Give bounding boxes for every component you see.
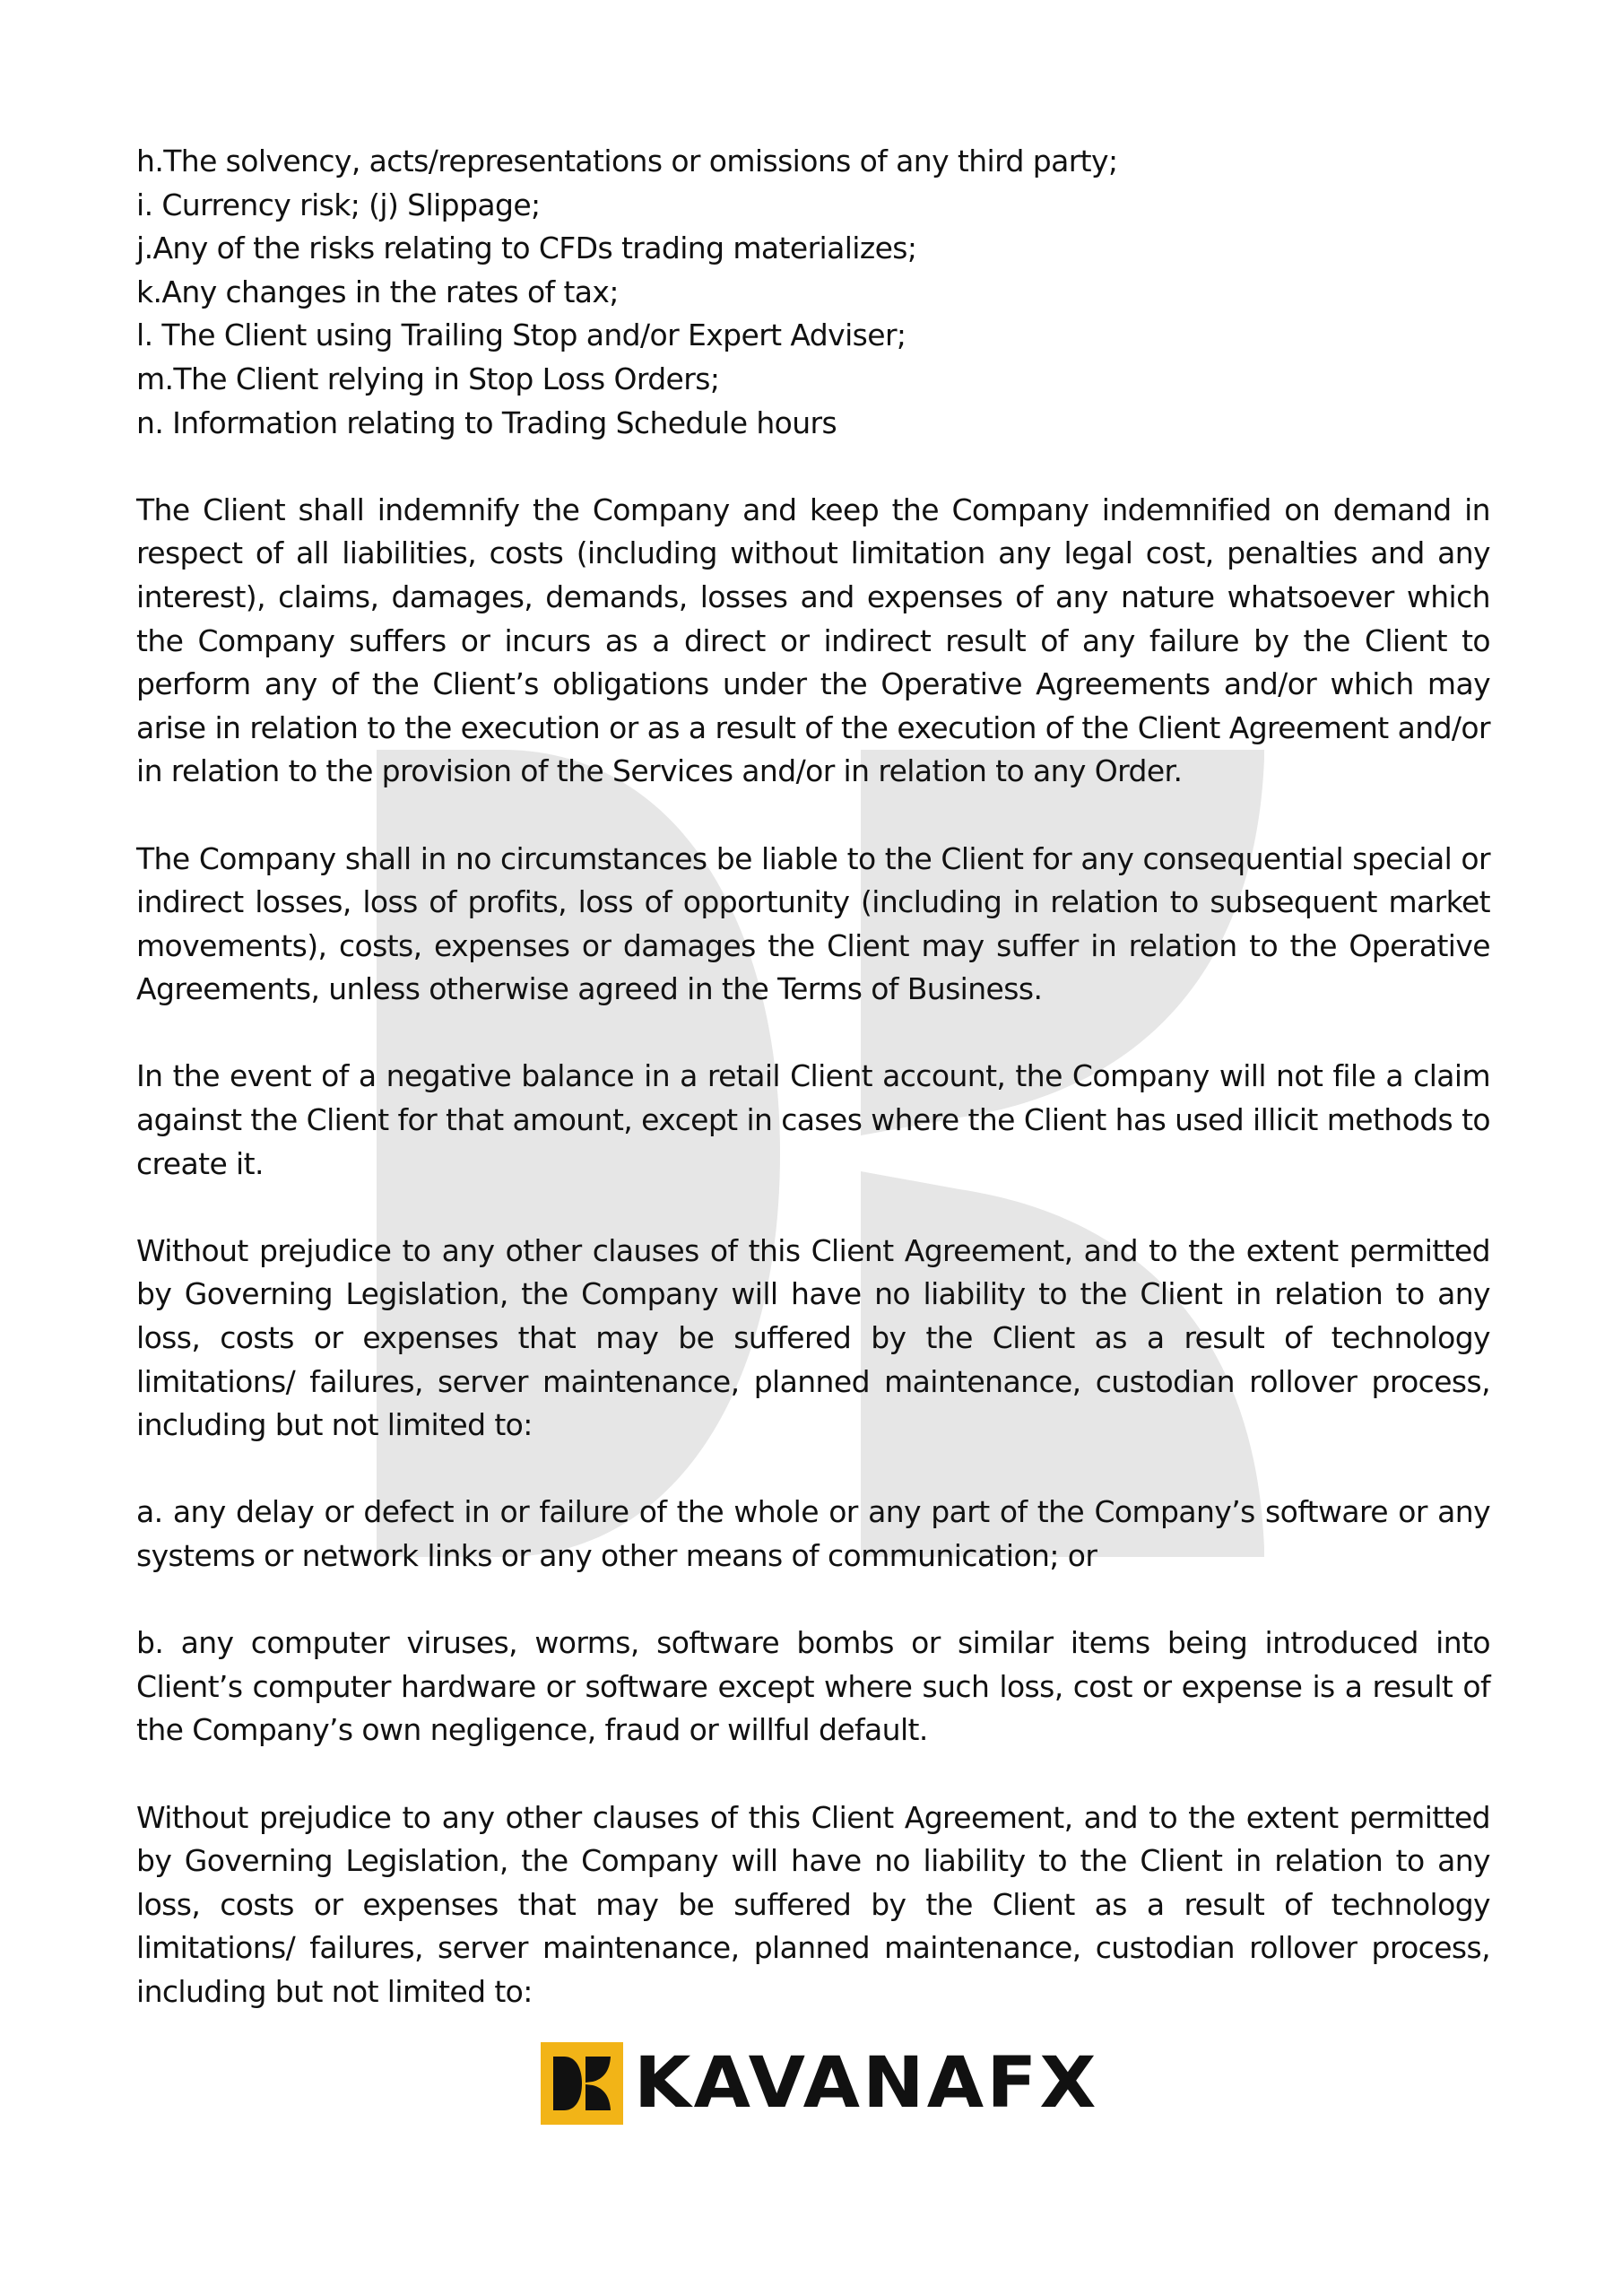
logo-d-shape <box>553 2057 582 2110</box>
paragraph-technology-liability-repeat: Without prejudice to any other clauses of this Client Agreement, and to the extent permitted by Governing Legislation, the Company will have no liability to the Client in relation to any loss, costs or expenses that may be suffered by the Client as a result of technology limitations/ failures, server maintenance, planned maintenance, custodian rollover process, including but not limited to: <box>136 1799 1490 2009</box>
paragraph-negative-balance: In the event of a negative balance in a retail Client account, the Company will not file a claim against the Client for that amount, except in cases where the Client has used illicit methods to create it. <box>136 1058 1490 1181</box>
risk-list <box>136 140 1490 445</box>
list-item-l: l. The Client using Trailing Stop and/or Expert Adviser; <box>136 317 906 353</box>
logo-lower-leaf <box>585 2084 611 2110</box>
list-item-m: m.The Client relying in Stop Loss Orders; <box>136 361 720 396</box>
footer-logo <box>541 2042 1099 2125</box>
logo-upper-leaf <box>585 2057 611 2083</box>
paragraph-indemnity: The Client shall indemnify the Company and keep the Company indemnified on demand in respect of all liabilities, costs (including without limitation any legal cost, penalties and any interest), claims, damages, demands, losses and expenses of any nature whatsoever which the Company suffers or incurs as a direct or indirect result of any failure by the Client to perform any of the Client’s obligations under the Operative Agreements and/or which may arise in relation to the execution or as a result of the execution of the Client Agreement and/or in relation to the provision of the Services and/or in relation to any Order. <box>136 491 1490 789</box>
list-item-h: h.The solvency, acts/representations or omissions of any third party; <box>136 144 1118 178</box>
list-item-j: j.Any of the risks relating to CFDs trading materializes; <box>136 230 917 266</box>
list-item-k: k.Any changes in the rates of tax; <box>136 274 619 309</box>
paragraph-technology-liability: Without prejudice to any other clauses of this Client Agreement, and to the extent permitted by Governing Legislation, the Company will have no liability to the Client in relation to any loss, costs or expenses that may be suffered by the Client as a result of technology limitations/ failures, server maintenance, planned maintenance, custodian rollover process, including but not limited to: <box>136 1232 1490 1443</box>
list-item-n: n. Information relating to Trading Schedule hours <box>136 404 837 440</box>
clause-b-computer-viruses: b. any computer viruses, worms, software bombs or similar items being introduced into Client’s computer hardware or software except where such loss, cost or expense is a result of the Company’s own negligence, fraud or willful default. <box>136 1625 1490 1748</box>
document-body <box>136 140 1490 2014</box>
kavanafx-logo-icon <box>541 2042 623 2125</box>
brand-name: KAVANAFX <box>634 2043 1099 2124</box>
clause-a-software-failure: a. any delay or defect in or failure of the whole or any part of the Company’s software or any systems or network links or any other means of communication; or <box>136 1494 1490 1573</box>
list-item-i: i. Currency risk; (j) Slippage; <box>136 187 541 222</box>
paragraph-consequential-losses: The Company shall in no circumstances be liable to the Client for any consequential special or indirect losses, loss of profits, loss of opportunity (including in relation to subsequent market movements), costs, expenses or damages the Client may suffer in relation to the Operative Agreements, unless otherwise agreed in the Terms of Business. <box>136 840 1490 1007</box>
